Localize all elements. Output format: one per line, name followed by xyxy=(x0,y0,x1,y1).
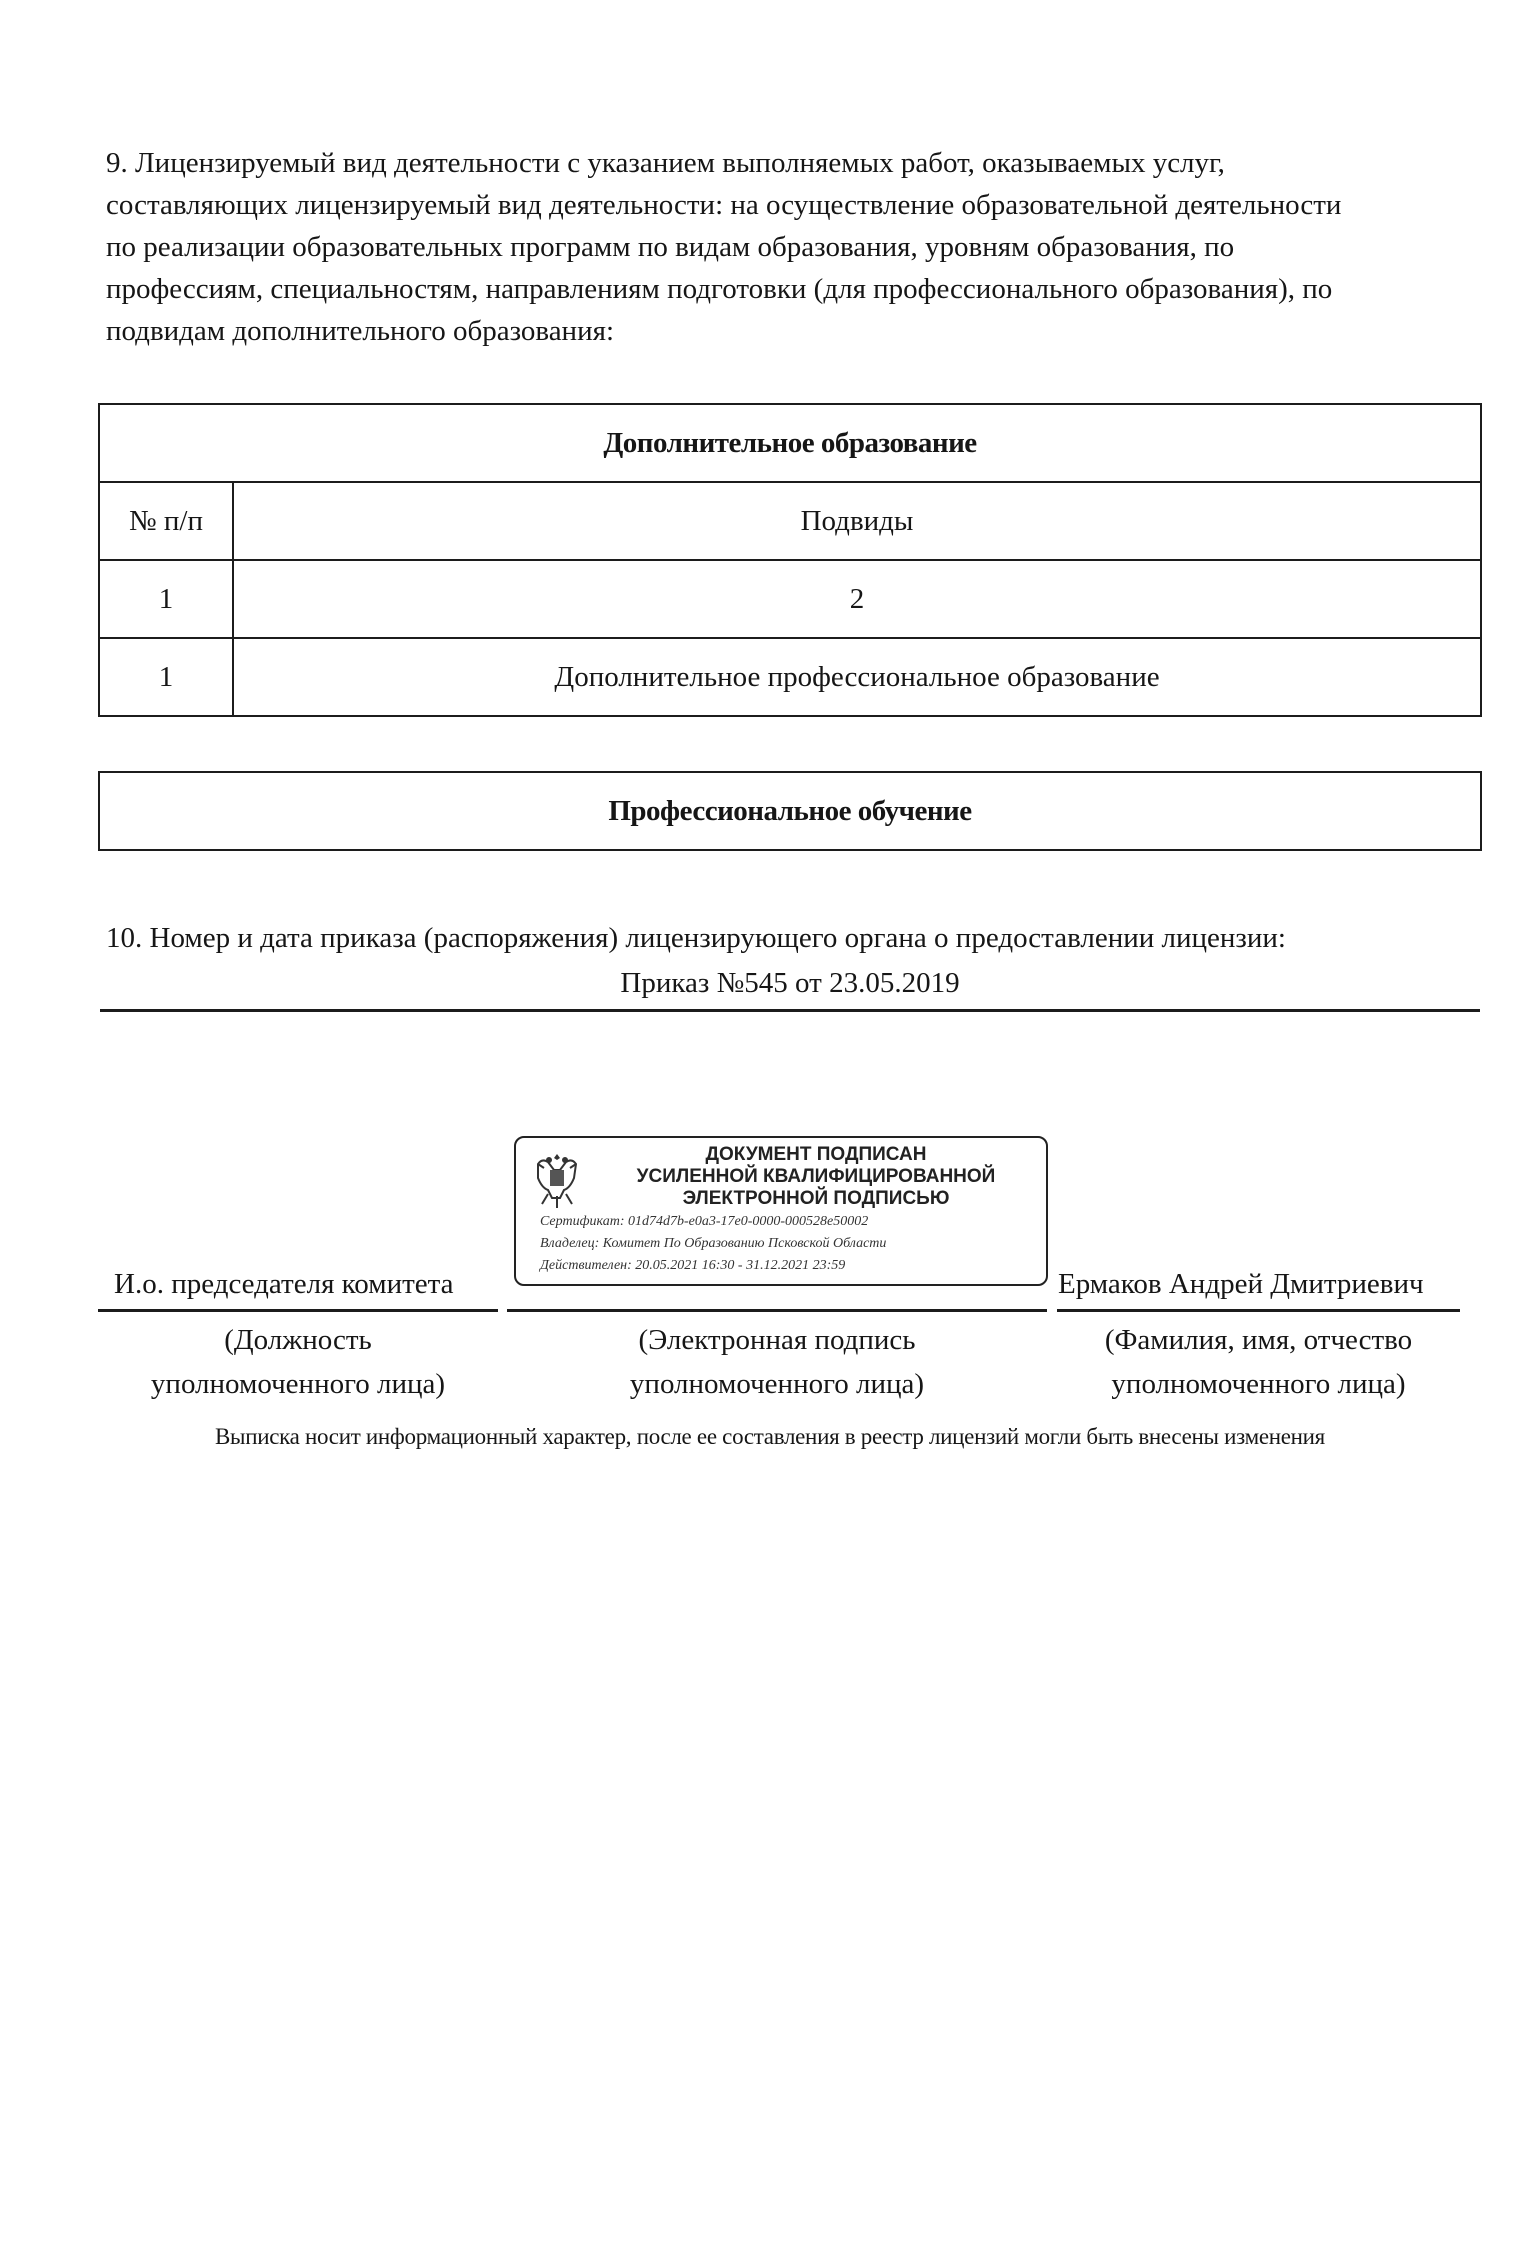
column-header-subtypes: Подвиды xyxy=(233,482,1481,560)
signer-name: Ермаков Андрей Дмитриевич xyxy=(1058,1268,1424,1300)
caption-position xyxy=(98,1318,498,1406)
section-9-line: подвидам дополнительного образования: xyxy=(106,315,614,347)
stamp-title-line: ЭЛЕКТРОННОЙ ПОДПИСЬЮ xyxy=(682,1188,950,1209)
stamp-valid-period: Действителен: 20.05.2021 16:30 - 31.12.2021 23:59 xyxy=(540,1258,846,1273)
position-underline xyxy=(98,1309,498,1312)
stamp-owner: Владелец: Комитет По Образованию Псковской Области xyxy=(540,1236,887,1251)
additional-education-table xyxy=(98,403,1482,717)
table-title: Профессиональное обучение xyxy=(99,772,1481,850)
electronic-signature-stamp xyxy=(514,1136,1048,1286)
coat-of-arms-icon xyxy=(530,1148,584,1214)
caption-signature xyxy=(507,1318,1047,1406)
order-underline xyxy=(100,1009,1480,1012)
table-title: Дополнительное образование xyxy=(99,404,1481,482)
caption-line: (Должность xyxy=(224,1324,372,1356)
caption-line: уполномоченного лица) xyxy=(150,1368,446,1400)
section-9-line: 9. Лицензируемый вид деятельности с указанием выполняемых работ, оказываемых услуг, xyxy=(106,147,1225,179)
table-cell: Дополнительное профессиональное образование xyxy=(233,638,1481,716)
table-cell: 2 xyxy=(233,560,1481,638)
stamp-title-line: УСИЛЕННОЙ КВАЛИФИЦИРОВАННОЙ xyxy=(636,1166,996,1187)
stamp-certificate: Сертификат: 01d74d7b-e0a3-17e0-0000-000528e50002 xyxy=(540,1214,869,1229)
caption-line: (Фамилия, имя, отчество xyxy=(1104,1324,1413,1356)
section-9-line: составляющих лицензируемый вид деятельности: на осуществление образовательной деятельности xyxy=(106,189,1342,221)
table-cell: 1 xyxy=(99,638,233,716)
caption-line: уполномоченного лица) xyxy=(629,1368,925,1400)
table-header-row xyxy=(99,482,1481,560)
name-underline xyxy=(1057,1309,1460,1312)
caption-name xyxy=(1057,1318,1460,1406)
caption-line: уполномоченного лица) xyxy=(1111,1368,1406,1400)
table-index-row xyxy=(99,560,1481,638)
order-number: Приказ №545 от 23.05.2019 xyxy=(620,967,960,999)
signer-position: И.о. председателя комитета xyxy=(114,1268,454,1300)
signature-underline xyxy=(507,1309,1047,1312)
stamp-title xyxy=(588,1144,1044,1210)
table-cell: 1 xyxy=(99,560,233,638)
caption-line: (Электронная подпись xyxy=(638,1324,916,1356)
column-header-number: № п/п xyxy=(99,482,233,560)
stamp-title-line: ДОКУМЕНТ ПОДПИСАН xyxy=(705,1144,927,1165)
section-10-text: 10. Номер и дата приказа (распоряжения) лицензирующего органа о предоставлении лицензии: xyxy=(106,922,1286,954)
section-9-paragraph xyxy=(106,142,1466,352)
section-9-line: по реализации образовательных программ по видам образования, уровням образования, по xyxy=(106,231,1235,263)
professional-training-table xyxy=(98,771,1482,851)
table-row xyxy=(99,638,1481,716)
footer-note: Выписка носит информационный характер, после ее составления в реестр лицензий могли быть внесены изменения xyxy=(215,1424,1325,1449)
section-9-line: профессиям, специальностям, направлениям подготовки (для профессионального образования), по xyxy=(106,273,1333,305)
